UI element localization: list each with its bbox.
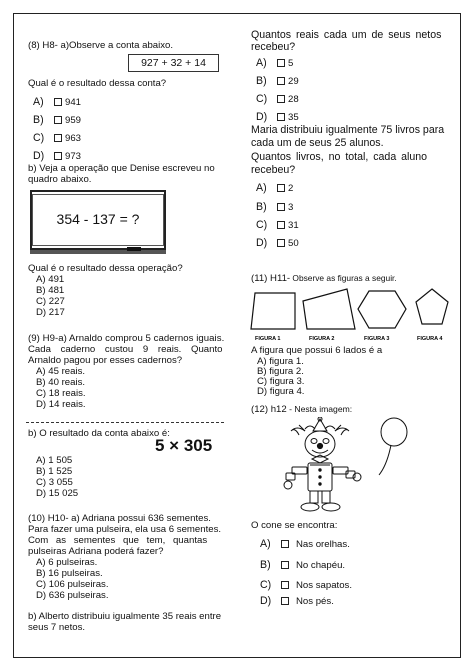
checkbox-icon[interactable]: [277, 77, 285, 85]
q8b-line1: b) Veja a operação que Denise escreveu no: [28, 163, 215, 174]
q9-option-c[interactable]: C) 18 reais.: [36, 388, 86, 399]
chalkboard-ledge: [30, 250, 166, 254]
checkbox-icon[interactable]: [277, 239, 285, 247]
maria-option-b[interactable]: B) 3: [256, 201, 294, 213]
q12-option-d[interactable]: D) Nos pés.: [260, 595, 334, 607]
q8-option-c[interactable]: C) 963: [33, 132, 82, 144]
checkbox-icon[interactable]: [281, 540, 289, 548]
maria-line4: recebeu?: [251, 164, 296, 176]
q9b-option-a[interactable]: A) 1 505: [36, 455, 73, 466]
q10b-line2: seus 7 netos.: [28, 622, 86, 633]
checkbox-icon[interactable]: [281, 561, 289, 569]
q9-option-b[interactable]: B) 40 reais.: [36, 377, 86, 388]
q10-line4: pulseiras Adriana poderá fazer?: [28, 546, 164, 557]
eraser-icon: [127, 247, 141, 251]
checkbox-icon[interactable]: [277, 221, 285, 229]
q9-line2: Cada caderno custou 9 reais. Quanto: [28, 344, 223, 355]
maria-option-a[interactable]: A) 2: [256, 182, 294, 194]
figure-2-label: FIGURA 2: [309, 336, 335, 342]
q12-option-b[interactable]: B) No chapéu.: [260, 559, 346, 571]
q9-option-a[interactable]: A) 45 reais.: [36, 366, 86, 377]
q8b-option-c[interactable]: C) 227: [36, 296, 65, 307]
q9b-option-c[interactable]: C) 3 055: [36, 477, 73, 488]
checkbox-icon[interactable]: [54, 152, 62, 160]
maria-option-d[interactable]: D) 50: [256, 237, 299, 249]
figure-1-label: FIGURA 1: [255, 336, 281, 342]
q9b-expression: 5 × 305: [155, 436, 213, 455]
checkbox-icon[interactable]: [277, 184, 285, 192]
checkbox-icon[interactable]: [277, 59, 285, 67]
balloon-icon: [381, 418, 407, 446]
trapezoid-figure: [303, 289, 355, 329]
maria-option-c[interactable]: C) 31: [256, 219, 299, 231]
checkbox-icon[interactable]: [277, 113, 285, 121]
q11-option-d[interactable]: D) figura 4.: [257, 386, 305, 397]
figures-row: [247, 285, 455, 343]
checkbox-icon[interactable]: [277, 95, 285, 103]
q10b-option-c[interactable]: C) 28: [256, 93, 299, 105]
q10b-cont-line2: recebeu?: [251, 41, 296, 53]
q10-option-c[interactable]: C) 106 pulseiras.: [36, 579, 109, 590]
checkbox-icon[interactable]: [277, 203, 285, 211]
checkbox-icon[interactable]: [54, 134, 62, 142]
q9-line3: Arnaldo pagou por esses cadernos?: [28, 355, 183, 366]
figure-4-label: FIGURA 4: [417, 336, 443, 342]
q12-question: O cone se encontra:: [251, 520, 338, 531]
figure-3-label: FIGURA 3: [364, 336, 390, 342]
q9-line1: (9) H9-a) Arnaldo comprou 5 cadernos iguais.: [28, 333, 225, 344]
maria-line2: cada um de seus 25 alunos.: [251, 137, 384, 149]
q9b-line: b) O resultado da conta abaixo é:: [28, 428, 170, 439]
pentagon-figure: [416, 289, 448, 324]
q9-option-d[interactable]: D) 14 reais.: [36, 399, 86, 410]
q8-expression-box: 927 + 32 + 14: [128, 54, 219, 72]
q8-option-d[interactable]: D) 973: [33, 150, 82, 162]
checkbox-icon[interactable]: [54, 98, 62, 106]
q11-question: A figura que possui 6 lados é a: [251, 345, 383, 356]
q10-option-b[interactable]: B) 16 pulseiras.: [36, 568, 103, 579]
quadrilateral-figure: [251, 293, 295, 329]
q9b-option-d[interactable]: D) 15 025: [36, 488, 79, 499]
checkbox-icon[interactable]: [281, 597, 289, 605]
q10b-cont-line1: Quantos reais cada um de seus netos: [251, 29, 442, 41]
q10b-option-d[interactable]: D) 35: [256, 111, 299, 123]
maria-line3: Quantos livros, no total, cada aluno: [251, 151, 428, 163]
q8b-line2: quadro abaixo.: [28, 174, 92, 185]
q8b-option-a[interactable]: A) 491: [36, 274, 65, 285]
q8-option-b[interactable]: B) 959: [33, 114, 82, 126]
q12-option-a[interactable]: A) Nas orelhas.: [260, 538, 350, 550]
q10-line3: Com as sementes que tem, quantas: [28, 535, 208, 546]
checkbox-icon[interactable]: [54, 116, 62, 124]
q12-option-c[interactable]: C) Nos sapatos.: [260, 579, 352, 591]
checkbox-icon[interactable]: [281, 581, 289, 589]
clown-illustration: [283, 417, 415, 517]
q9b-option-b[interactable]: B) 1 525: [36, 466, 73, 477]
maria-line1: Maria distribuiu igualmente 75 livros para: [251, 124, 445, 136]
q11-header: (11) H11- Observe as figuras a seguir.: [251, 273, 397, 284]
q8b-question: Qual é o resultado dessa operação?: [28, 263, 183, 274]
q11-option-c[interactable]: C) figura 3.: [257, 376, 305, 387]
q12-header: (12) h12 - Nesta imagem:: [251, 404, 353, 415]
q11-option-a[interactable]: A) figura 1.: [257, 356, 304, 367]
q8-header: (8) H8- a)Observe a conta abaixo.: [28, 40, 174, 51]
q10-option-d[interactable]: D) 636 pulseiras.: [36, 590, 109, 601]
q11-option-b[interactable]: B) figura 2.: [257, 366, 304, 377]
q10b-option-a[interactable]: A) 5: [256, 57, 294, 69]
divider: [26, 422, 224, 423]
chalkboard: [30, 190, 166, 250]
q8-option-a[interactable]: A) 941: [33, 96, 82, 108]
q8b-option-d[interactable]: D) 217: [36, 307, 65, 318]
q10-option-a[interactable]: A) 6 pulseiras.: [36, 557, 98, 568]
q10-line2: Para fazer uma pulseira, ela usa 6 sementes.: [28, 524, 222, 535]
q8-question: Qual é o resultado dessa conta?: [28, 78, 167, 89]
q10b-option-b[interactable]: B) 29: [256, 75, 299, 87]
hexagon-figure: [358, 291, 406, 328]
q10-line1: (10) H10- a) Adriana possui 636 sementes.: [28, 513, 211, 524]
q8b-option-b[interactable]: B) 481: [36, 285, 65, 296]
board-expression: 354 - 137 = ?: [56, 211, 140, 227]
q10b-line1: b) Alberto distribuiu igualmente 35 reais entre: [28, 611, 222, 622]
